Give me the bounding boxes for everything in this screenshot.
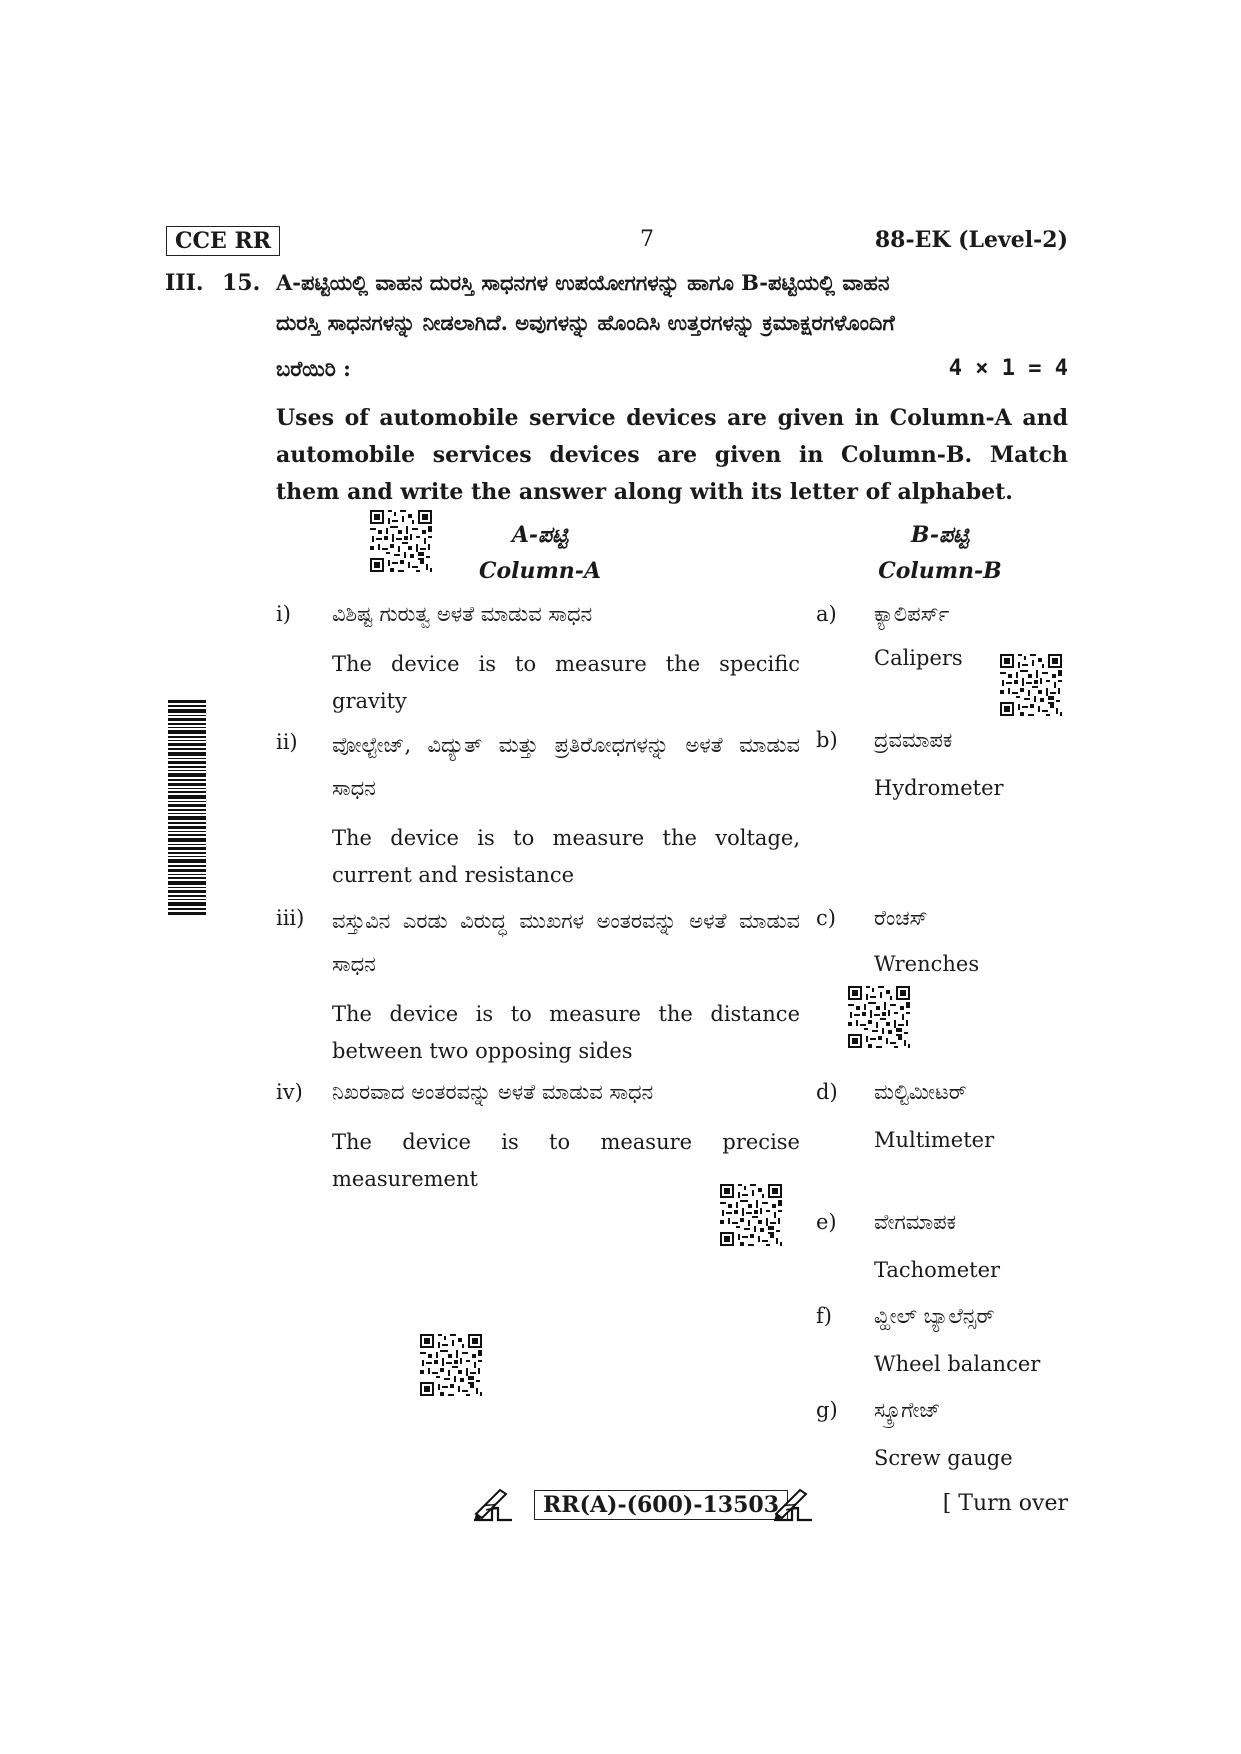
item-english: Multimeter — [874, 1128, 995, 1152]
qr-code-icon — [418, 1332, 484, 1398]
item-letter: f) — [816, 1304, 832, 1328]
item-english: The device is to measure the voltage, current and resistance — [332, 826, 800, 887]
footer-code-box — [534, 1490, 788, 1520]
column-b-heading-kn: B-ಪಟ್ಟಿ — [910, 522, 970, 548]
item-letter: d) — [816, 1080, 838, 1104]
qr-code-icon — [368, 508, 434, 574]
item-kannada: ವೋಲ್ಟೇಜ್, ವಿದ್ಯುತ್ ಮತ್ತು ಪ್ರತಿರೋಧಗಳನ್ನು ಅಳತೆ ಮಾಡುವ ಸಾಧನ — [332, 733, 800, 800]
question-kannada-line3: ಬರೆಯಿರಿ : — [276, 356, 351, 381]
column-a-heading-kn: A-ಪಟ್ಟಿ — [511, 522, 569, 548]
item-kannada: ಮಲ್ಟಿಮೀಟರ್ — [874, 1080, 967, 1104]
item-english: Calipers — [874, 646, 963, 670]
item-english: Screw gauge — [874, 1446, 1013, 1470]
page-number: 7 — [640, 227, 654, 252]
item-kannada: ವಸ್ತುವಿನ ಎರಡು ವಿರುದ್ಧ ಮುಖಗಳ ಅಂತರವನ್ನು ಅಳತೆ ಮಾಡುವ ಸಾಧನ — [332, 909, 800, 976]
item-letter: b) — [816, 728, 838, 752]
writing-hand-icon — [470, 1484, 516, 1524]
footer-code: RR(A)-(600)-13503 — [543, 1492, 779, 1518]
item-kannada: ನಿಖರವಾದ ಅಂತರವನ್ನು ಅಳತೆ ಮಾಡುವ ಸಾಧನ — [332, 1080, 654, 1104]
question-english: Uses of automobile service devices are given in Column-A and automobile services devices are given in Column-B. Match them and write the answer along with its letter of alphabet. — [276, 405, 1068, 505]
barcode-icon — [168, 700, 206, 915]
item-english: The device is to measure precise measurement — [332, 1130, 800, 1191]
question-kannada-line2: ದುರಸ್ತಿ ಸಾಧನಗಳನ್ನು ನೀಡಲಾಗಿದೆ. ಅವುಗಳನ್ನು ಹೊಂದಿಸಿ ಉತ್ತರಗಳನ್ನು ಕ್ರಮಾಕ್ಷರಗಳೊಂದಿಗೆ — [276, 310, 895, 335]
item-number: iv) — [276, 1080, 303, 1104]
item-english: The device is to measure the distance between two opposing sides — [332, 1002, 800, 1063]
item-letter: a) — [816, 602, 837, 626]
item-number: ii) — [276, 730, 298, 754]
item-number: iii) — [276, 906, 305, 930]
item-english: Hydrometer — [874, 776, 1004, 800]
item-kannada: ಸ್ಕ್ರೂಗೇಜ್ — [874, 1398, 941, 1422]
writing-hand-icon — [770, 1484, 816, 1524]
qr-code-icon — [998, 652, 1064, 718]
item-kannada: ವೇಗಮಾಪಕ — [874, 1210, 957, 1234]
qr-code-icon — [718, 1182, 784, 1248]
item-letter: e) — [816, 1210, 837, 1234]
column-b-heading-en: Column-B — [878, 558, 1002, 584]
paper-code: 88-EK (Level-2) — [874, 227, 1068, 253]
item-number: i) — [276, 602, 291, 626]
question-number: 15. — [222, 270, 261, 296]
item-letter: c) — [816, 906, 836, 930]
item-english: The device is to measure the specific gravity — [332, 652, 800, 713]
item-kannada: ವ್ಹೀಲ್ ಬ್ಯಾಲೆನ್ಸರ್ — [874, 1304, 995, 1328]
column-a-heading-en: Column-A — [478, 558, 601, 584]
turn-over-note: [ Turn over — [942, 1491, 1068, 1516]
exam-code: CCE RR — [175, 228, 272, 254]
item-kannada: ದ್ರವಮಾಪಕ — [874, 728, 953, 752]
marks-allocation: 4 × 1 = 4 — [948, 356, 1068, 381]
item-letter: g) — [816, 1398, 838, 1422]
exam-code-box — [166, 226, 280, 256]
item-english: Wrenches — [874, 952, 980, 976]
item-english: Wheel balancer — [874, 1352, 1041, 1376]
question-kannada-line1: A-ಪಟ್ಟಿಯಲ್ಲಿ ವಾಹನ ದುರಸ್ತಿ ಸಾಧನಗಳ ಉಪಯೋಗಗಳನ್ನು ಹಾಗೂ B-ಪಟ್ಟಿಯಲ್ಲಿ ವಾಹನ — [276, 270, 890, 295]
item-kannada: ರೆಂಚಸ್ — [874, 906, 928, 930]
item-english: Tachometer — [874, 1258, 1001, 1282]
item-kannada: ವಿಶಿಷ್ಟ ಗುರುತ್ವ ಅಳತೆ ಮಾಡುವ ಸಾಧನ — [332, 602, 593, 626]
qr-code-icon — [846, 984, 912, 1050]
section-number: III. — [165, 270, 204, 296]
item-kannada: ಕ್ಯಾಲಿಪರ್ಸ್ — [874, 602, 950, 626]
